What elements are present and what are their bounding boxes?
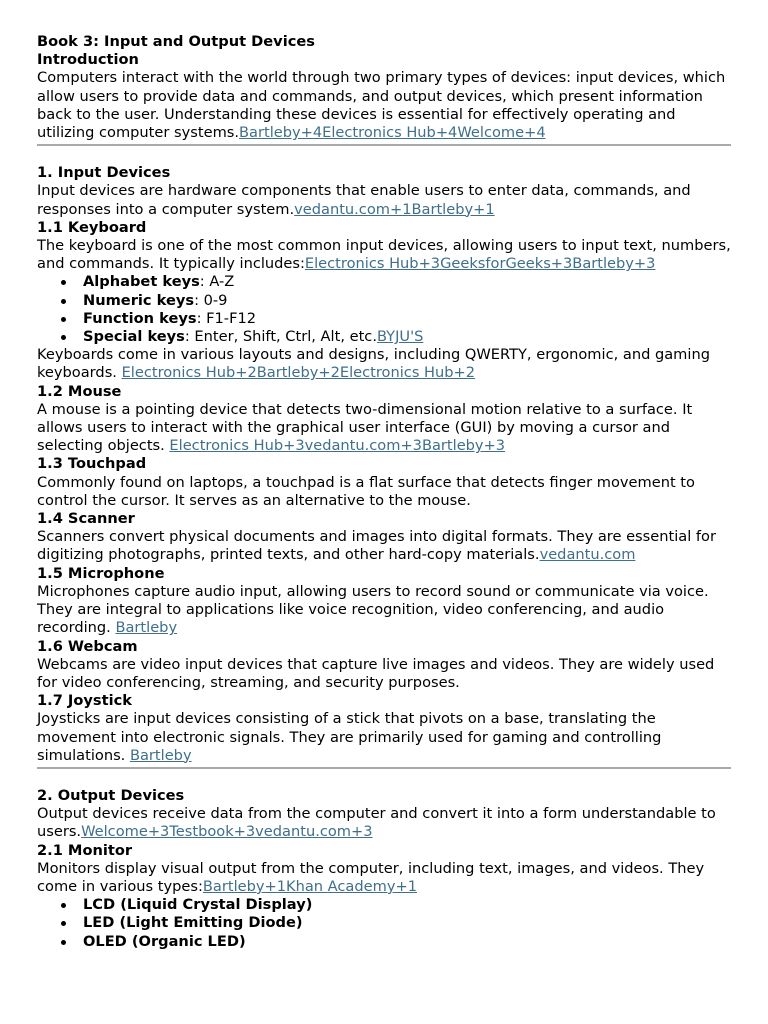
scanner-heading: 1.4 Scanner [37, 510, 135, 528]
joystick-citation-link[interactable]: Bartleby [129, 746, 192, 764]
input-devices-citation-link[interactable]: vedantu.com+1Bartleby+1 [294, 200, 495, 218]
list-item [83, 328, 731, 346]
scanner-text: Scanners convert physical documents and images into digital formats. They are essential for digitizing photographs, printed texts, and other hard-copy materials. [37, 528, 716, 564]
section-divider [37, 767, 731, 769]
webcam-heading: 1.6 Webcam [37, 637, 138, 655]
list-item-value: : Enter, Shift, Ctrl, Alt, etc. [184, 328, 377, 346]
section-divider [37, 144, 731, 146]
list-item: LED (Light Emitting Diode) [83, 914, 731, 932]
webcam-paragraph: Webcams are video input devices that capture live images and videos. They are widely used for video conferencing, streaming, and security purposes. [37, 655, 715, 691]
joystick-paragraph [37, 710, 731, 765]
intro-text: Computers interact with the world through two primary types of devices: input devices, which allow users to provide data and commands, and output devices, which present information back to the user. Understanding these devices is essential for effectively operating and utilizing computer systems. [37, 69, 726, 142]
microphone-text: Microphones capture audio input, allowing users to record sound or communicate via voice. They are integral to applications like voice recognition, video conferencing, and audio recording. [37, 582, 709, 637]
touchpad-heading: 1.3 Touchpad [37, 455, 147, 473]
input-devices-paragraph [37, 182, 731, 218]
list-item-label: Numeric keys [83, 291, 195, 309]
special-keys-citation-link[interactable]: BYJU'S [376, 328, 424, 346]
monitor-types-list [37, 896, 731, 951]
joystick-heading: 1.7 Joystick [37, 692, 132, 710]
list-item: OLED (Organic LED) [83, 933, 731, 951]
monitor-text: Monitors display visual output from the computer, including text, images, and videos. They come in various types: [37, 859, 705, 895]
microphone-heading: 1.5 Microphone [37, 564, 165, 582]
keyboard-heading: 1.1 Keyboard [37, 218, 147, 236]
monitor-citation-link[interactable]: Bartleby+1Khan Academy+1 [202, 877, 417, 895]
output-devices-text: Output devices receive data from the computer and convert it into a form understandable to users. [37, 805, 716, 841]
output-devices-paragraph [37, 805, 731, 841]
keyboard-layouts-citation-link[interactable]: Electronics Hub+2Bartleby+2Electronics Hub+2 [121, 364, 476, 382]
mouse-paragraph [37, 401, 731, 456]
input-devices-heading: 1. Input Devices [37, 164, 171, 182]
scanner-paragraph [37, 528, 731, 564]
monitor-heading: 2.1 Monitor [37, 841, 133, 859]
input-devices-text: Input devices are hardware components that enable users to enter data, commands, and responses into a computer system. [37, 182, 691, 218]
joystick-text: Joysticks are input devices consisting of a stick that pivots on a base, translating the movement into electronic signals. They are primarily used for gaming and controlling simulations. [37, 710, 662, 764]
keyboard-text: The keyboard is one of the most common input devices, allowing users to input text, numbers, and commands. It typically includes: [37, 237, 731, 273]
microphone-paragraph [37, 583, 731, 638]
list-item-value: : F1-F12 [196, 309, 257, 327]
keyboard-layouts-paragraph [37, 346, 731, 382]
list-item-label: Alphabet keys [83, 273, 200, 291]
output-devices-heading: 2. Output Devices [37, 786, 185, 804]
mouse-heading: 1.2 Mouse [37, 382, 122, 400]
scanner-citation-link[interactable]: vedantu.com [539, 546, 636, 564]
list-item [83, 273, 731, 291]
touchpad-paragraph: Commonly found on laptops, a touchpad is a flat surface that detects finger movement to control the cursor. It serves as an alternative to the mouse. [37, 473, 695, 509]
intro-citation-link[interactable]: Bartleby+4Electronics Hub+4Welcome+4 [239, 124, 546, 142]
list-item [83, 292, 731, 310]
monitor-paragraph [37, 860, 731, 896]
list-item-label: Function keys [83, 309, 197, 327]
list-item-value: : 0-9 [194, 291, 228, 309]
microphone-citation-link[interactable]: Bartleby [115, 619, 178, 637]
list-item-value: : A-Z [199, 273, 235, 291]
keyboard-citation-link[interactable]: Electronics Hub+3GeeksforGeeks+3Bartleby+3 [304, 255, 656, 273]
list-item-label: Special keys [83, 328, 185, 346]
output-devices-citation-link[interactable]: Welcome+3Testbook+3vedantu.com+3 [81, 823, 373, 841]
intro-paragraph [37, 69, 731, 142]
intro-heading: Introduction [37, 51, 139, 69]
keyboard-layouts-text: Keyboards come in various layouts and designs, including QWERTY, ergonomic, and gaming keyboards. [37, 346, 710, 382]
list-item: LCD (Liquid Crystal Display) [83, 896, 731, 914]
keyboard-keys-list [37, 273, 731, 346]
mouse-citation-link[interactable]: Electronics Hub+3vedantu.com+3Bartleby+3 [169, 437, 506, 455]
keyboard-paragraph [37, 237, 731, 273]
list-item [83, 310, 731, 328]
book-title: Book 3: Input and Output Devices [37, 33, 315, 50]
mouse-text: A mouse is a pointing device that detects two-dimensional motion relative to a surface. It allows users to interact with the graphical user interface (GUI) by moving a cursor and selecting objects. [37, 400, 693, 455]
